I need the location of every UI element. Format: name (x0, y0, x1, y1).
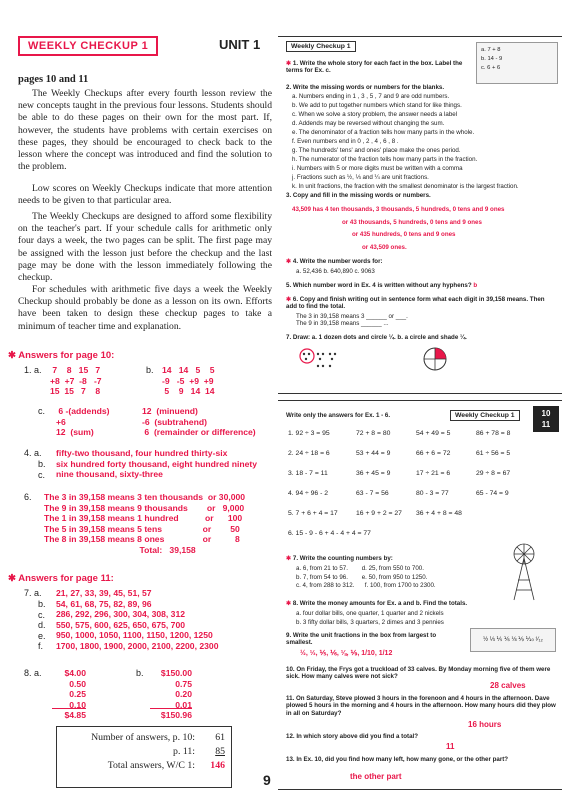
sp-counting: ✱ 7. Write the counting numbers by: (286, 555, 393, 562)
totals-label-total: Total answers, W/C 1: (107, 760, 195, 771)
sp-q6: ✱ 6. Copy and finish writing out in sentence form what each digit in 39,158 means. Then add to find the total. (286, 296, 545, 311)
sp-q2-line: g. The hundreds' tens' and ones' place make the ones period. (292, 147, 461, 154)
math-cell: 3. 18 - 7 = 11 (288, 470, 328, 477)
intro-paragraph-2: Low scores on Weekly Checkups indicate that more attention needs to be given to that particular area. (18, 183, 272, 207)
q4-b-label: b. (38, 459, 46, 469)
sp-q2-line: i. Numbers with 5 or more digits must be written with a comma (292, 165, 463, 172)
q7-label: 7. a. (24, 588, 42, 598)
math-cell: 63 - 7 = 56 (356, 490, 389, 497)
weekly-checkup-badge: WEEKLY CHECKUP 1 (18, 36, 158, 56)
sp-q2-line: c. When we solve a story problem, the answer needs a label (292, 111, 458, 118)
math-cell: 72 + 8 = 80 (356, 430, 391, 437)
sp-money-items: a. four dollar bills, one quarter, 1 quarter and 2 nickels b. 3 fifty dollar bills, 3 quarters, 2 dimes and 3 pennies (296, 610, 444, 626)
sp-q2-line: b. We add to put together numbers which stand for like things. (292, 102, 462, 109)
sp-q2-line: a. Numbers ending in 1 , 3 , 5 , 7 and 9 are odd numbers. (292, 93, 450, 100)
page-tab-text: 10 11 (541, 409, 551, 429)
math-cell: 54 + 49 = 5 (416, 430, 451, 437)
answers-page-11-heading: ✱ Answers for page 11: (8, 573, 114, 584)
q8b-underline (150, 708, 192, 709)
unit-label: UNIT 1 (219, 37, 261, 52)
sp-counting-items: a. 6, from 21 to 57. d. 25, from 550 to 700. b. 7, from 54 to 96. e. 50, from 950 to 1250. c. 4, from 288 to 312. f. 100, from 1700 to 2300. (296, 565, 436, 590)
unit-fractions-box: ½ ⅓ ⅕ ⅙ ⅛ ⅑ ⅒ ¹⁄₁₂ (470, 628, 556, 652)
math-cell: 65 - 74 = 9 (476, 490, 509, 497)
sp-q3-lines (292, 204, 558, 254)
q4-answer: fifty-two thousand, four hundred thirty-six six hundred forty thousand, eight hundred ninety nine thousand, sixty-three (56, 448, 258, 480)
math-cell: 17 ÷ 21 = 6 (416, 470, 451, 477)
q8a-underline (52, 708, 86, 709)
windmill-icon (498, 540, 550, 602)
sp-q3-line: 43,509 has 4 ten thousands, 3 thousands, 5 hundreds, 0 tens and 9 ones (292, 206, 505, 213)
sp-q4: ✱ 4. Write the number words for: (286, 258, 383, 265)
sp-q2-line: f. Even numbers end in 0 , 2 , 4 , 6 , 8 . (292, 138, 399, 145)
q1c-answer-2: 12 (minuend) -6 (subtrahend) 6 (remainder or difference) (142, 406, 256, 438)
sp-q2-line: e. The denominator of a fraction tells how many parts in the whole. (292, 129, 475, 136)
sp-q12-answer: 11 (446, 742, 455, 751)
sp-q2-line: d. Addends may be reversed without changing the sum. (292, 120, 445, 127)
math-cell: 1. 92 ÷ 3 = 95 (288, 430, 330, 437)
intro-paragraph-1: The Weekly Checkups after every fourth lesson review the new concepts taught in the previous four lessons. Students should be able to do these pages on their own for the most part. If, however, the students have problems with certain exercises on these pages, they should be encouraged to check back to the lesson where the concept was introduced and find the solution to the problem. (18, 88, 272, 173)
sp-q2-line: h. The numerator of the fraction tells how many parts in the fraction. (292, 156, 478, 163)
weekly-checkup-tag-bottom: Weekly Checkup 1 (450, 410, 520, 421)
sp-q3: 3. Copy and fill in the missing words or numbers. (286, 192, 431, 199)
sp-q9: 9. Write the unit fractions in the box from largest to smallest. (286, 632, 437, 647)
q8-label: 8. a. (24, 668, 42, 678)
math-cell: 4. 94 ÷ 96 - 2 (288, 490, 329, 497)
answer-box-content: a. 7 + 8 b. 14 - 9 c. 6 + 6 (481, 47, 503, 71)
q1c-answer: 6 -(addends) +6 12 (sum) (56, 406, 110, 438)
sp-q4-values: a. 52,436 b. 640,890 c. 9063 (296, 268, 375, 275)
sp-q13-answer: the other part (350, 772, 402, 781)
math-cell: 16 + 9 + 2 = 27 (356, 510, 402, 517)
math-cell: 29 ÷ 8 = 67 (476, 470, 511, 477)
intro-paragraph-4: For schedules with arithmetic five days a week the Weekly Checkup should probably be done as a lesson on its own. Efforts have been taken to design these checkup pages to take a minimum of teacher time and explanation. (18, 284, 272, 332)
math-cell: 36 + 45 = 9 (356, 470, 391, 477)
intro-paragraph-3: The Weekly Checkups are designed to afford some flexibility on the teacher's part. If your schedule calls for arithmetic only four days a week, the two pages can be split. The first page may be assigned with the lesson just before the checkup and the last page may be done with the lesson immediately following the checkup. (18, 211, 272, 284)
answer-box (476, 42, 558, 84)
sp-q2-line: j. Fractions such as ½, ⅓ and ¼ are unit fractions. (292, 174, 429, 181)
sp-q6-lines: The 3 in 39,158 means 3 ______ or ___. The 9 in 39,158 means ______ ... (296, 313, 408, 328)
q1a-answer: 7 8 15 7 +8 +7 -8 -7 15 15 7 8 (50, 365, 102, 397)
q1a-label: 1. a. (24, 365, 42, 375)
sp-q5: 5. Which number word in Ex. 4 is written without any hyphens? b (286, 282, 478, 289)
q6-label: 6. (24, 492, 32, 502)
sp-q10-answer: 28 calves (490, 681, 526, 690)
q1b-label: b. (146, 365, 154, 375)
shaded-circle-drawing (420, 344, 450, 374)
sp-q2-line: k. In unit fractions, the fraction with the smallest denominator is the largest fraction. (292, 183, 519, 190)
totals-value-p10: 61 (215, 732, 225, 743)
sp-q3-line: or 43,509 ones. (362, 243, 407, 251)
q4-label: 4. a. (24, 448, 42, 458)
sp-q7: 7. Draw: a. 1 dozen dots and circle ¼. b. a circle and shade ¼. (286, 334, 467, 341)
sp-q10: 10. On Friday, the Frys got a truckload of 33 calves. By Monday morning five of them were sick. How many calves were not sick? (286, 666, 551, 681)
answers-page-10-heading: ✱ Answers for page 10: (8, 350, 115, 361)
sp-q11-answer: 16 hours (468, 720, 502, 729)
q7-letters: b. c. d. e. f. (38, 599, 46, 652)
totals-value-p11: 85 (215, 746, 225, 757)
totals-box (56, 726, 232, 788)
q8a-answer: $4.00 0.50 0.25 0.10 $4.85 (64, 668, 86, 721)
sp-q3-line: or 43 thousands, 5 hundreds, 0 tens and 9 ones (342, 218, 482, 226)
weekly-checkup-tag-top: Weekly Checkup 1 (286, 41, 356, 52)
sp-q11: 11. On Saturday, Steve plowed 3 hours in the forenoon and 4 hours in the afternoon. Dave plowed 5 hours in the morning and 4 hours in the afternoon. How many hours did they plow in all on Saturday? (286, 695, 556, 717)
q1b-answer: 14 14 5 5 -9 -5 +9 +9 5 9 14 14 (162, 365, 215, 397)
math-cell: 80 - 3 = 77 (416, 490, 449, 497)
q1c-label: c. (38, 406, 46, 416)
math-cell: 86 + 78 = 8 (476, 430, 511, 437)
math-cell: 61 ÷ 56 = 5 (476, 450, 511, 457)
math-cell: 2. 24 ÷ 18 = 6 (288, 450, 330, 457)
totals-value-total: 146 (210, 760, 225, 771)
math-cell: 6. 15 - 9 - 6 + 4 - 4 + 4 = 77 (288, 530, 371, 537)
q7-answer: 21, 27, 33, 39, 45, 51, 57 54, 61, 68, 75, 82, 89, 96 286, 292, 296, 300, 304, 308, 312 550, 575, 600, 625, 650, 675, 700 950, 1000, 1050, 1100, 1150, 1200, 1250 1700, 1800, 1900, 2000, 2100, 2200, 2300 (56, 588, 219, 651)
dozen-dots-drawing (296, 346, 346, 390)
sp-q2: 2. Write the missing words or numbers for the blanks. (286, 84, 445, 91)
sp-q13: 13. In Ex. 10, did you find how many left, how many gone, or the other part? (286, 756, 509, 763)
sp-q9-answer: ½, ⅓, ⅕, ⅙, ⅛, ⅑, 1/10, 1/12 (300, 650, 393, 657)
totals-label-p11: p. 11: (173, 746, 195, 757)
sp-q2-lines (292, 93, 558, 192)
pages-title: pages 10 and 11 (18, 74, 89, 85)
sp-money: ✱ 8. Write the money amounts for Ex. a and b. Find the totals. (286, 600, 468, 607)
page-number: 9 (263, 772, 271, 788)
q4-c-label: c. (38, 470, 46, 480)
q8b-answer: $150.00 0.75 0.20 0.01 $150.96 (160, 668, 192, 721)
sp-q3-line: or 435 hundreds, 0 tens and 9 ones (352, 231, 456, 238)
q6-answer: The 3 in 39,158 means 3 ten thousands or 30,000 The 9 in 39,158 means 9 thousands or 9,000 The 1 in 39,158 means 1 hundred or 100 The 5 in 39,158 means 5 tens or 50 The 8 in 39,158 means 8 ones or 8 Total: 39,158 (44, 492, 246, 555)
math-cell: 66 + 6 = 72 (416, 450, 451, 457)
sp-q12: 12. In which story above did you find a total? (286, 733, 419, 740)
page-tab (533, 406, 559, 432)
math-cell: 53 + 44 = 9 (356, 450, 391, 457)
totals-label-p10: Number of answers, p. 10: (91, 732, 195, 743)
sp-q1: ✱ 1. Write the whole story for each fact in the box. Label the terms for Ex. c. (286, 60, 463, 75)
sp-write-only: Write only the answers for Ex. 1 - 6. (286, 412, 391, 419)
q8-b-label: b. (136, 668, 144, 678)
math-cell: 5. 7 + 6 + 4 = 17 (288, 510, 338, 517)
math-cell: 36 + 4 + 8 = 48 (416, 510, 462, 517)
